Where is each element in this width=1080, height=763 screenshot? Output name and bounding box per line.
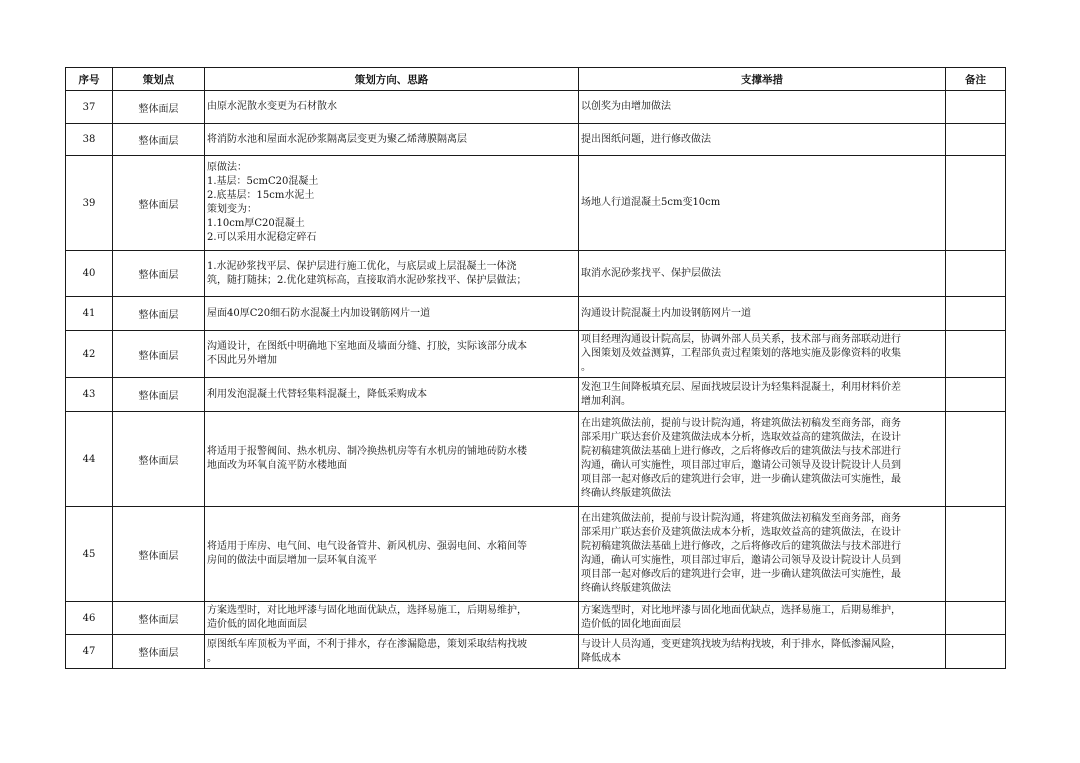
note-cell <box>946 156 1006 251</box>
header-no: 序号 <box>66 68 113 91</box>
cell-line: 不因此另外增加 <box>207 355 277 366</box>
direction-cell <box>205 91 579 124</box>
table-row <box>66 602 1006 635</box>
cell-line: 房间的做法中面层增加一层环氧自流平 <box>207 555 377 566</box>
planning-point-cell: 整体面层 <box>113 251 205 297</box>
planning-point-cell: 整体面层 <box>113 91 205 124</box>
cell-line: 部采用广联达套价及建筑做法成本分析，选取效益高的建筑做法，在设计 <box>581 432 901 443</box>
planning-point-cell: 整体面层 <box>113 156 205 251</box>
direction-cell <box>205 412 579 507</box>
planning-point-cell: 整体面层 <box>113 124 205 156</box>
note-cell <box>946 124 1006 156</box>
cell-line: 方案选型时，对比地坪漆与固化地面优缺点，选择易施工，后期易维护， <box>581 605 901 616</box>
row-number-cell: 47 <box>66 635 113 669</box>
row-number-cell: 38 <box>66 124 113 156</box>
cell-line: 与设计人员沟通，变更建筑找坡为结构找坡，利于排水，降低渗漏风险， <box>581 638 901 650</box>
table-row <box>66 297 1006 331</box>
support-cell <box>579 297 946 331</box>
planning-point-cell: 整体面层 <box>113 635 205 669</box>
cell-line: 院初稿建筑做法基础上进行修改，之后将修改后的建筑做法与技术部进行 <box>581 541 901 552</box>
cell-line: 造价低的固化地面面层 <box>207 619 307 630</box>
support-cell <box>579 156 946 251</box>
table-row <box>66 91 1006 124</box>
table-row <box>66 331 1006 378</box>
cell-line: 屋面40厚C20细石防水混凝土内加设钢筋网片一道 <box>207 307 431 319</box>
direction-cell <box>205 156 579 251</box>
cell-line: 1.水泥砂浆找平层、保护层进行施工优化，与底层或上层混凝土一体浇 <box>207 260 517 272</box>
note-cell <box>946 507 1006 602</box>
table-row <box>66 507 1006 602</box>
table-body <box>66 91 1006 669</box>
cell-line: 由原水泥散水变更为石材散水 <box>207 101 337 112</box>
cell-line: 沟通，确认可实施性，项目部过审后，邀请公司领导及设计院设计人员到 <box>581 460 901 471</box>
note-cell <box>946 635 1006 669</box>
cell-line: 将消防水池和屋面水泥砂浆隔离层变更为聚乙烯薄膜隔离层 <box>207 133 467 145</box>
cell-line: 增加利润。 <box>581 395 631 407</box>
cell-line: 提出图纸问题，进行修改做法 <box>581 133 711 145</box>
header-direction: 策划方向、思路 <box>205 68 579 91</box>
note-cell <box>946 91 1006 124</box>
row-number-cell: 37 <box>66 91 113 124</box>
table-row <box>66 412 1006 507</box>
planning-point-cell: 整体面层 <box>113 602 205 635</box>
cell-line: 原图纸车库顶板为平面，不利于排水，存在渗漏隐患，策划采取结构找坡 <box>207 638 527 650</box>
table-row <box>66 124 1006 156</box>
cell-line: 降低成本 <box>581 652 621 664</box>
cell-line: 2.底基层：15cm水泥土 <box>207 190 315 201</box>
table-row <box>66 156 1006 251</box>
cell-line: 部采用广联达套价及建筑做法成本分析，选取效益高的建筑做法，在设计 <box>581 527 901 538</box>
cell-line: 原做法： <box>207 162 247 173</box>
planning-point-cell: 整体面层 <box>113 297 205 331</box>
cell-line: 入图策划及效益测算，工程部负责过程策划的落地实施及影像资料的收集 <box>581 348 901 359</box>
support-cell <box>579 635 946 669</box>
cell-line: 项目经理沟通设计院高层，协调外部人员关系，技术部与商务部联动进行 <box>581 334 901 345</box>
support-cell <box>579 331 946 378</box>
cell-line: 项目部一起对修改后的建筑进行会审，进一步确认建筑做法可实施性，最 <box>581 474 901 485</box>
cell-line: 以创奖为由增加做法 <box>581 101 671 112</box>
note-cell <box>946 602 1006 635</box>
cell-line: 1.10cm厚C20混凝土 <box>207 218 305 229</box>
cell-line: 场地人行道混凝土5cm变10cm <box>581 197 721 208</box>
cell-line: 。 <box>207 652 217 664</box>
planning-point-cell: 整体面层 <box>113 378 205 412</box>
header-point: 策划点 <box>113 68 205 91</box>
cell-line: 在出建筑做法前，提前与设计院沟通，将建筑做法初稿发至商务部，商务 <box>581 418 901 429</box>
note-cell <box>946 251 1006 297</box>
row-number-cell: 45 <box>66 507 113 602</box>
row-number-cell: 44 <box>66 412 113 507</box>
direction-cell <box>205 124 579 156</box>
note-cell <box>946 378 1006 412</box>
row-number-cell: 39 <box>66 156 113 251</box>
cell-line: 终确认终版建筑做法 <box>581 583 671 594</box>
direction-cell <box>205 602 579 635</box>
header-note: 备注 <box>946 68 1006 91</box>
cell-line: 将适用于库房、电气间、电气设备管井、新风机房、强弱电间、水箱间等 <box>207 541 527 552</box>
strategy-table <box>65 67 1006 669</box>
direction-cell <box>205 635 579 669</box>
support-cell <box>579 251 946 297</box>
cell-line: 。 <box>581 362 591 373</box>
note-cell <box>946 297 1006 331</box>
cell-line: 2.可以采用水泥稳定碎石 <box>207 232 317 243</box>
cell-line: 院初稿建筑做法基础上进行修改，之后将修改后的建筑做法与技术部进行 <box>581 446 901 457</box>
support-cell <box>579 91 946 124</box>
direction-cell <box>205 331 579 378</box>
table-row <box>66 635 1006 669</box>
planning-point-cell: 整体面层 <box>113 507 205 602</box>
cell-line: 造价低的固化地面面层 <box>581 619 681 630</box>
planning-point-cell: 整体面层 <box>113 331 205 378</box>
cell-line: 筑，随打随抹；2.优化建筑标高，直接取消水泥砂浆找平、保护层做法； <box>207 274 527 286</box>
support-cell <box>579 124 946 156</box>
cell-line: 项目部一起对修改后的建筑进行会审，进一步确认建筑做法可实施性，最 <box>581 569 901 580</box>
cell-line: 取消水泥砂浆找平、保护层做法 <box>581 267 721 279</box>
cell-line: 发泡卫生间降板填充层、屋面找坡层设计为轻集料混凝土，利用材料价差 <box>581 381 901 393</box>
note-cell <box>946 412 1006 507</box>
row-number-cell: 40 <box>66 251 113 297</box>
table-header-row <box>66 68 1006 91</box>
direction-cell <box>205 297 579 331</box>
cell-line: 在出建筑做法前，提前与设计院沟通，将建筑做法初稿发至商务部，商务 <box>581 513 901 524</box>
direction-cell <box>205 378 579 412</box>
cell-line: 终确认终版建筑做法 <box>581 488 671 499</box>
cell-line: 方案选型时，对比地坪漆与固化地面优缺点，选择易施工，后期易维护， <box>207 605 527 616</box>
cell-line: 沟通设计院混凝土内加设钢筋网片一道 <box>581 307 751 319</box>
row-number-cell: 41 <box>66 297 113 331</box>
cell-line: 利用发泡混凝土代替轻集料混凝土，降低采购成本 <box>207 388 427 400</box>
direction-cell <box>205 507 579 602</box>
cell-line: 沟通设计，在图纸中明确地下室地面及墙面分缝、打胶，实际该部分成本 <box>207 341 527 352</box>
support-cell <box>579 507 946 602</box>
note-cell <box>946 331 1006 378</box>
support-cell <box>579 412 946 507</box>
table-row <box>66 251 1006 297</box>
cell-line: 地面改为环氧自流平防水楼地面 <box>207 460 347 471</box>
row-number-cell: 42 <box>66 331 113 378</box>
row-number-cell: 46 <box>66 602 113 635</box>
planning-point-cell: 整体面层 <box>113 412 205 507</box>
support-cell <box>579 378 946 412</box>
row-number-cell: 43 <box>66 378 113 412</box>
cell-line: 沟通，确认可实施性，项目部过审后，邀请公司领导及设计院设计人员到 <box>581 555 901 566</box>
direction-cell <box>205 251 579 297</box>
cell-line: 将适用于报警阀间、热水机房、制冷换热机房等有水机房的铺地砖防水楼 <box>207 446 527 457</box>
table-row <box>66 378 1006 412</box>
cell-line: 1.基层：5cmC20混凝土 <box>207 176 319 187</box>
header-support: 支撑举措 <box>579 68 946 91</box>
cell-line: 策划变为： <box>207 204 257 215</box>
support-cell <box>579 602 946 635</box>
